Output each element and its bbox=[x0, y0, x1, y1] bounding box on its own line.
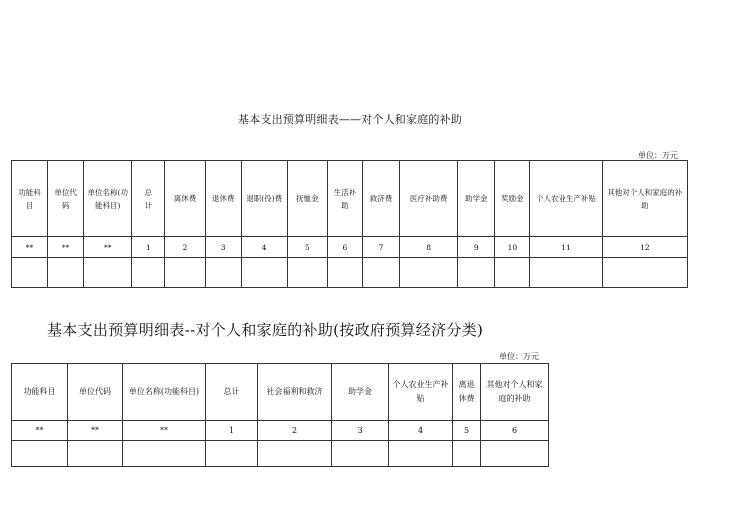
table1-empty-cell bbox=[48, 258, 84, 288]
table1-code-cell: 2 bbox=[165, 237, 205, 258]
table1-header-row bbox=[12, 161, 688, 237]
table2-header-cell: 助学金 bbox=[332, 364, 389, 421]
table1-header-cell: 功能科目 bbox=[12, 161, 48, 237]
table1-header-cell: 医疗补助费 bbox=[400, 161, 458, 237]
table1-code-cell: ** bbox=[12, 237, 48, 258]
table2-empty-cell bbox=[12, 441, 68, 467]
table1-unit-label: 单位：万元 bbox=[638, 151, 678, 160]
table2-empty-cell bbox=[68, 441, 123, 467]
table1-code-cell: 5 bbox=[287, 237, 327, 258]
table2-header-row bbox=[12, 364, 549, 421]
table1-code-row bbox=[12, 237, 688, 258]
table1-code-cell: 10 bbox=[495, 237, 530, 258]
table1-empty-cell bbox=[458, 258, 495, 288]
table2-title: 基本支出预算明细表--对个人和家庭的补助(按政府预算经济分类) bbox=[47, 321, 484, 339]
table2-code-cell: 3 bbox=[332, 421, 389, 441]
table1-empty-cell bbox=[132, 258, 165, 288]
table2-header-cell: 功能科目 bbox=[12, 364, 68, 421]
table1-header-cell: 总计 bbox=[132, 161, 165, 237]
table1-header-cell: 助学金 bbox=[458, 161, 495, 237]
table1-code-cell: 6 bbox=[327, 237, 362, 258]
table2-code-cell: ** bbox=[12, 421, 68, 441]
table2-code-cell: 4 bbox=[389, 421, 453, 441]
table2-header-cell: 个人农业生产补贴 bbox=[389, 364, 453, 421]
table2-code-cell: 2 bbox=[258, 421, 332, 441]
table1-code-cell: ** bbox=[48, 237, 84, 258]
table1-code-cell: 11 bbox=[530, 237, 602, 258]
table1-header-cell: 生活补助 bbox=[327, 161, 362, 237]
table1-header-cell: 奖励金 bbox=[495, 161, 530, 237]
table1-empty-cell bbox=[287, 258, 327, 288]
table1-header-cell: 退职(役)费 bbox=[241, 161, 287, 237]
table1-empty-cell bbox=[84, 258, 132, 288]
table1-empty-cell bbox=[602, 258, 687, 288]
table1-header-cell: 离休费 bbox=[165, 161, 205, 237]
table2-empty-cell bbox=[453, 441, 481, 467]
table2-empty-cell bbox=[206, 441, 258, 467]
table1-empty-cell bbox=[241, 258, 287, 288]
table1-code-cell: 3 bbox=[205, 237, 241, 258]
table1-code-cell: 12 bbox=[602, 237, 687, 258]
table1-header-cell: 个人农业生产补贴 bbox=[530, 161, 602, 237]
table2-empty-cell bbox=[123, 441, 206, 467]
table1-empty-cell bbox=[400, 258, 458, 288]
table1-code-cell: 4 bbox=[241, 237, 287, 258]
table2-code-row bbox=[12, 421, 549, 441]
table2-header-cell: 单位名称(功能科目) bbox=[123, 364, 206, 421]
table1-empty-cell bbox=[362, 258, 399, 288]
table1-code-cell: ** bbox=[84, 237, 132, 258]
table2-code-cell: ** bbox=[123, 421, 206, 441]
table1-empty-cell bbox=[530, 258, 602, 288]
table1-empty-row bbox=[12, 258, 688, 288]
table1-empty-cell bbox=[205, 258, 241, 288]
table2-empty-cell bbox=[258, 441, 332, 467]
table1-code-cell: 9 bbox=[458, 237, 495, 258]
table2-code-cell: 5 bbox=[453, 421, 481, 441]
table1-code-cell: 8 bbox=[400, 237, 458, 258]
table1-header-cell: 其他对个人和家庭的补助 bbox=[602, 161, 687, 237]
table2-code-cell: ** bbox=[68, 421, 123, 441]
table1-empty-cell bbox=[165, 258, 205, 288]
table2-unit-label: 单位：万元 bbox=[499, 352, 539, 361]
table2-empty-cell bbox=[481, 441, 549, 467]
table2-code-cell: 1 bbox=[206, 421, 258, 441]
table2-header-cell: 其他对个人和家庭的补助 bbox=[481, 364, 549, 421]
table2-code-cell: 6 bbox=[481, 421, 549, 441]
table1-code-cell: 7 bbox=[362, 237, 399, 258]
table1-empty-cell bbox=[327, 258, 362, 288]
table1-code-cell: 1 bbox=[132, 237, 165, 258]
table1-title: 基本支出预算明细表——对个人和家庭的补助 bbox=[238, 113, 462, 126]
table1-header-cell: 单位代码 bbox=[48, 161, 84, 237]
table1-header-cell: 单位名称(功能科目) bbox=[84, 161, 132, 237]
table2-empty-cell bbox=[389, 441, 453, 467]
table2 bbox=[11, 363, 549, 467]
table2-header-cell: 单位代码 bbox=[68, 364, 123, 421]
table1-empty-cell bbox=[495, 258, 530, 288]
table1-empty-cell bbox=[12, 258, 48, 288]
table1-header-cell: 抚恤金 bbox=[287, 161, 327, 237]
table2-header-cell: 总计 bbox=[206, 364, 258, 421]
table2-header-cell: 离退休费 bbox=[453, 364, 481, 421]
table1 bbox=[11, 160, 688, 288]
table1-header-cell: 救济费 bbox=[362, 161, 399, 237]
table2-empty-row bbox=[12, 441, 549, 467]
table2-header-cell: 社会福利和救济 bbox=[258, 364, 332, 421]
table1-header-cell: 退休费 bbox=[205, 161, 241, 237]
table2-empty-cell bbox=[332, 441, 389, 467]
